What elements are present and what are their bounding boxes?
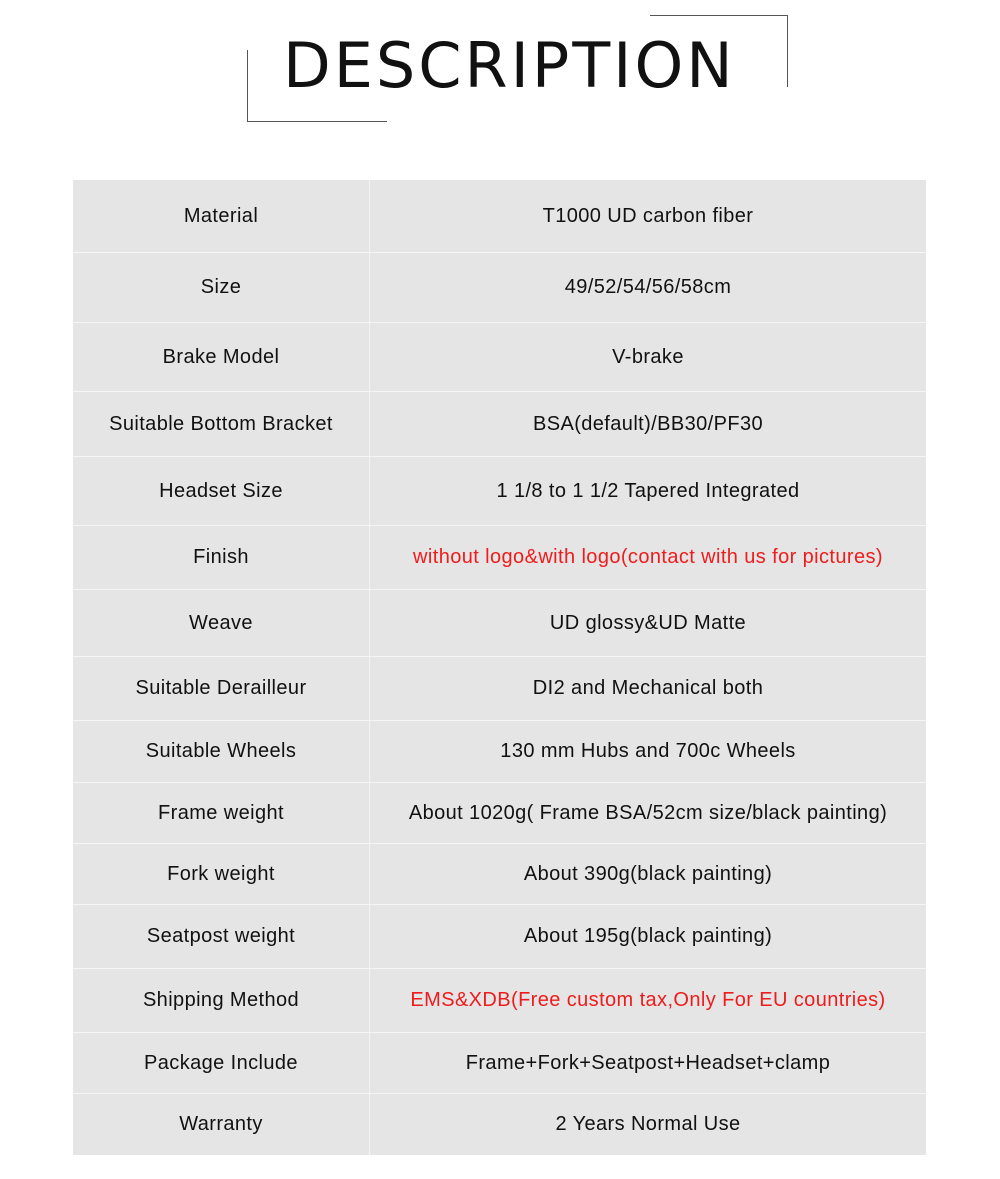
corner-bracket-bottom-left: [247, 50, 248, 122]
spec-row-fork-weight: [73, 844, 926, 905]
spec-row-package-include: [73, 1033, 926, 1094]
spec-row-finish: [73, 526, 926, 590]
spec-value: Frame+Fork+Seatpost+Headset+clamp: [465, 1051, 831, 1074]
spec-value: UD glossy&UD Matte: [549, 611, 747, 634]
spec-label: Shipping Method: [142, 989, 300, 1011]
corner-bracket-bottom-left-horizontal: [247, 121, 387, 122]
spec-value: About 1020g( Frame BSA/52cm size/black painting): [408, 801, 888, 824]
spec-label: Finish: [193, 546, 249, 568]
spec-label: Frame weight: [158, 801, 284, 824]
spec-row-material: [73, 180, 926, 253]
spec-label: Size: [200, 276, 242, 298]
spec-table: [73, 180, 926, 1155]
spec-row-frame-weight: [73, 783, 926, 844]
spec-value: BSA(default)/BB30/PF30: [532, 412, 764, 435]
spec-value: 1 1/8 to 1 1/2 Tapered Integrated: [496, 479, 800, 502]
spec-value: V-brake: [612, 345, 684, 368]
spec-row-weave: [73, 590, 926, 657]
spec-label: Suitable Derailleur: [135, 677, 307, 699]
spec-value: About 195g(black painting): [523, 925, 773, 947]
spec-row-brake-model: [73, 323, 926, 392]
spec-value: 130 mm Hubs and 700c Wheels: [500, 740, 796, 762]
spec-row-shipping-method: [73, 969, 926, 1033]
spec-row-wheels: [73, 721, 926, 783]
spec-row-warranty: [73, 1094, 926, 1155]
spec-row-seatpost-weight: [73, 905, 926, 969]
spec-value: About 390g(black painting): [523, 862, 773, 885]
spec-label: Material: [183, 204, 259, 227]
spec-label: Seatpost weight: [146, 925, 296, 947]
spec-value: DI2 and Mechanical both: [532, 677, 764, 699]
page-header: [0, 0, 1000, 130]
spec-value: T1000 UD carbon fiber: [542, 204, 754, 227]
spec-value: 2 Years Normal Use: [555, 1113, 741, 1135]
spec-value: EMS&XDB(Free custom tax,Only For EU countries): [410, 989, 886, 1011]
spec-row-derailleur: [73, 657, 926, 721]
spec-row-headset-size: [73, 457, 926, 526]
spec-label: Brake Model: [162, 345, 280, 368]
spec-label: Weave: [189, 611, 253, 634]
spec-label: Package Include: [144, 1051, 298, 1074]
spec-row-bottom-bracket: [73, 392, 926, 457]
spec-label: Suitable Bottom Bracket: [109, 412, 333, 435]
spec-label: Warranty: [179, 1113, 263, 1135]
corner-bracket-top-right: [650, 15, 788, 16]
spec-label: Fork weight: [167, 862, 275, 885]
spec-label: Suitable Wheels: [145, 740, 297, 762]
spec-value: 49/52/54/56/58cm: [564, 276, 732, 298]
page-title: DESCRIPTION: [283, 29, 736, 102]
spec-value: without logo&with logo(contact with us for pictures): [413, 546, 883, 568]
spec-row-size: [73, 253, 926, 323]
spec-label: Headset Size: [159, 479, 283, 502]
corner-bracket-top-right-vertical: [787, 15, 788, 87]
